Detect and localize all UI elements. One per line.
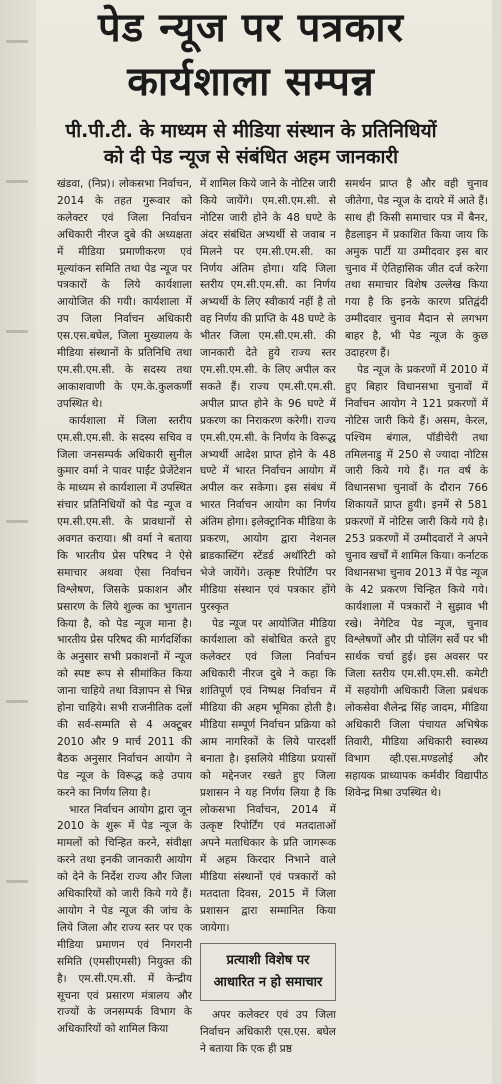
subheading-box: प्रत्याशी विशेष पर आधारित न हो समाचार	[200, 943, 336, 1001]
paragraph: अपर कलेक्टर एवं उप जिला निर्वाचन अधिकारी एस.एस. बघेल ने बताया कि एक ही प्रष्ठ	[200, 1008, 336, 1055]
subheadline-line-1: पी.पी.टी. के माध्यम से मीडिया संस्थान के प्रतिनिधियों	[65, 120, 437, 142]
paragraph: समर्थन प्राप्त है और वही चुनाव जीतेगा, पेड न्यूज के दायरे में आते हैं। साथ ही किसी समाचार पत्र में बैनर, हैडलाइन में प्रकाशित किया जाय कि अमुक पार्टी या उम्मीदवार इस बार चुनाव में ऐतिहासिक जीत दर्ज करेगा तथा समाचार विशेष उल्लेख किया गया है कि इनके कारण प्रतिद्वंदी उम्मीदवार चुनाव मैदान से लगभग बाहर है, भी पेड न्यूज के कुछ उदाहरण हैं।	[345, 178, 488, 360]
article-column-2	[200, 176, 336, 1084]
headline-line-2: कार्यशाला सम्पन्न	[127, 59, 375, 105]
paragraph: पेड न्यूज के प्रकरणों में 2010 में हुए बिहार विधानसभा चुनावों में निर्वाचन आयोग ने 121 प्रकरणों में नोटिस जारी किये हैं। असम, केरल, पश्चिम बंगाल, पॉडीचेरी तथा तमिलनाडु में 250 से ज्यादा नोटिस जारी किये गये हैं। गत वर्ष के विधानसभा चुनावों के दौरान 766 शिकायतें प्राप्त हुयी। इनमें से 581 प्रकरणों में नोटिस जारी किये गये है। 253 प्रकरणों में उम्मीदवारों ने अपने चुनाव खर्चों में शामिल किया। कर्नाटक विधानसभा चुनाव 2013 में पेड न्यूज के 42 प्रकरण चिन्हित किये गये। कार्यशाला में पत्रकारों ने सुझाव भी रखे। नेगेटिव पेड न्यूज, चुनाव विश्लेषणों और प्री पोलिंग सर्वे पर भी सार्थक चर्चा हुई। इस अवसर पर जिला स्तरीय एम.सी.एम.सी. कमेटी में सहयोगी अधिकारी जिला प्रबंधक लोकसेवा शैलेन्द्र सिंह जादम, मीडिया अधिकारी जिला पंचायत अभिषेक तिवारी, मीडिया अधिकारी स्वास्थ्य विभाग व्ही.एस.मण्डलोई और सहायक प्राध्यापक कर्मवीर विद्यापीठ शिवेन्द्र मिश्रा उपस्थित थे।	[345, 363, 488, 799]
paragraph: में शामिल किये जाने के नोटिस जारी किये जायेंगे। एम.सी.एम.सी. से नोटिस जारी होने के 48 घण्टे के अंदर संबंधित अभ्यर्थी से जवाब न मिलने पर एम.सी.एम.सी. का निर्णय अंतिम होगा। यदि जिला स्तरीय एम.सी.एम.सी. का निर्णय अभ्यर्थी के लिए स्वीकार्य नहीं है तो वह निर्णय की प्राप्ति के 48 घण्टे के भीतर जिला एम.सी.एम.सी. की जानकारी देते हुये राज्य स्तर एम.सी.एम.सी. के लिए अपील कर सकते हैं। राज्य एम.सी.एम.सी. अपील प्राप्त होने के 96 घण्टे में प्रकरण का निराकरण करेगी। राज्य एम.सी.एम.सी. के निर्णय के विरूद्ध अभ्यर्थी आदेश प्राप्त होने के 48 घण्टे में भारत निर्वाचन आयोग में अपील कर सकेगा। इस संबंध में भारत निर्वाचन आयोग का निर्णय अंतिम होगा। इलेक्ट्रानिक मीडिया के प्रकरण, आयोग द्वारा नेशनल ब्राडकास्टिंग स्टेंडर्ड अथॉरिटी को भेजे जायेंगे। उत्कृष्ट रिपोर्टिंग पर मीडिया संस्थान एवं पत्रकार होंगे पुरस्कृत	[200, 178, 336, 613]
paragraph: भारत निर्वाचन आयोग द्वारा जून 2010 के शुरू में पेड न्यूज के मामलों को चिन्हित करने, संवीक्षा करने तथा इनकी जानकारी आयोग को देने के निर्देश राज्य और जिला अधिकारियों को जारी किये गये हैं। आयोग ने पेड न्यूज की जांच के लिये जिला और राज्य स्तर पर एक मीडिया प्रमाणन एवं निगरानी समिति (एमसीएमसी) नियुक्त की है। एम.सी.एम.सी. में केन्द्रीय सूचना एवं प्रसारण मंत्रालय और राज्यों के जनसम्पर्क विभाग के अधिकारियों को शामिल किया	[57, 803, 192, 1036]
headline-line-1: पेड न्यूज पर पत्रकार	[98, 5, 404, 51]
article-column-1	[57, 176, 192, 1084]
paragraph: खंडवा, (निप्र)। लोकसभा निर्वाचन, 2014 के तहत गुरूवार को कलेक्टर एवं जिला निर्वाचन अधिकारी नीरज दुबे की अध्यक्षता में मीडिया प्रमाणीकरण एवं मूल्यांकन समिति तथा पेड न्यूज पर पत्रकारों के लिये कार्यशाला आयोजित की गयी। कार्यशाला में उप जिला निर्वाचन अधिकारी एस.एस.बघेल, जिला मुख्यालय के मीडिया संस्थानों के प्रतिनिधि तथा एम.सी.एम.सी. के सदस्य तथा आकाशवाणी के एम.के.कुलकर्णी उपस्थित थे।	[57, 178, 192, 410]
article-column-3	[345, 176, 488, 1084]
paragraph: कार्यशाला में जिला स्तरीय एम.सी.एम.सी. के सदस्य सचिव व जिला जनसम्पर्क अधिकारी सुनील कुमार वर्मा ने पावर पाईंट प्रेजेंटेशन के माध्यम से कार्यशाला में उपस्थित संचार प्रतिनिधियों को पेड न्यूज व एम.सी.एम.सी. के प्रावधानों से अवगत कराया। श्री वर्मा ने बताया कि भारतीय प्रेस परिषद ने ऐसे समाचार अथवा ऐसा निर्वाचन विश्लेषण, जिसके प्रकाशन और प्रसारण के लिये शुल्क का भुगतान किया है, को पेड न्यूज माना है। भारतीय प्रेस परिषद की मार्गदर्शिका के अनुसार सभी प्रकाशनों में न्यूज को स्पष्ट रूप से सीमांकित किया जाना चाहिये तथा विज्ञापन से भिन्न होना चाहिये। सभी राजनीतिक दलों की सर्व-सम्मति से 4 अक्टूबर 2010 और 9 मार्च 2011 की बैठक अनुसार निर्वाचन आयोग ने पेड न्यूज के विरूद्ध कड़े उपाय करने का निर्णय लिया है।	[57, 414, 192, 799]
paragraph: पेड न्यूज पर आयोजित मीडिया कार्यशाला को संबोधित करते हुए कलेक्टर एवं जिला निर्वाचन अधिकारी नीरज दुबे ने कहा कि शांतिपूर्ण एवं निष्पक्ष निर्वाचन में मीडिया की अहम भूमिका होती है। मीडिया सम्पूर्ण निर्वाचन प्रक्रिया को आम नागरिकों के लिये पारदर्शी बनाता है। इसलिये मीडिया प्रयासों को मद्देनजर रखते हुए जिला प्रशासन ने यह निर्णय लिया है कि लोकसभा निर्वाचन, 2014 में उत्कृष्ट रिपोर्टिंग एवं मतदाताओं अपने मताधिकार के प्रति जागरूक में अहम किरदार निभाने वाले मीडिया संस्थानों एवं पत्रकारों को मतदाता दिवस, 2015 में जिला प्रशासन द्वारा सम्मानित किया जायेगा।	[200, 617, 336, 934]
subheadline-line-2: को दी पेड न्यूज से संबंधित अहम जानकारी	[103, 146, 399, 168]
